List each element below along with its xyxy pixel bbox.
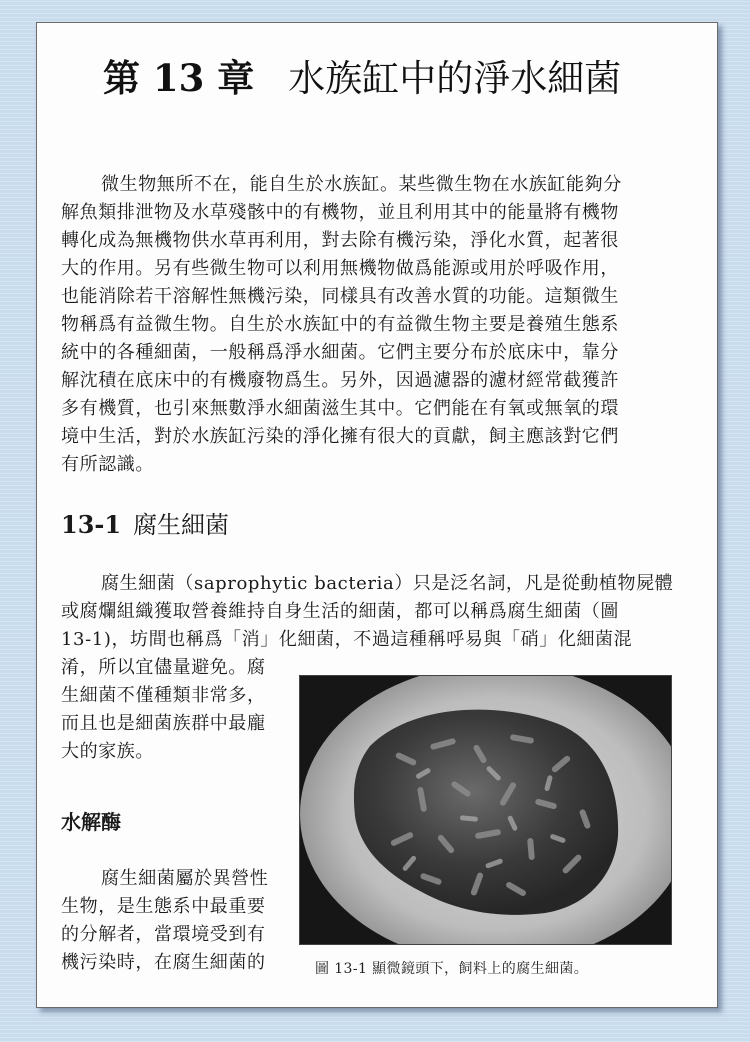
section-name: 腐生細菌 <box>133 511 230 539</box>
text-line: 解魚類排泄物及水草殘骸中的有機物，並且利用其中的能量將有機物 <box>61 202 619 223</box>
section-heading <box>61 509 229 541</box>
text-line: 大的家族。 <box>61 741 154 762</box>
text-line: 多有機質，也引來無數淨水細菌滋生其中。它們能在有氧或無氧的環 <box>61 398 619 419</box>
section-number: 13-1 <box>61 510 122 539</box>
subheading: 水解酶 <box>61 810 121 834</box>
text-line: 生細菌不僅種類非常多， <box>61 685 266 706</box>
text-line: 物稱爲有益微生物。自生於水族缸中的有益微生物主要是養殖生態系 <box>61 314 619 335</box>
text-line: 統中的各種細菌，一般稱爲淨水細菌。它們主要分布於底床中，靠分 <box>61 342 619 363</box>
text-line: 腐生細菌（saprophytic bacteria）只是泛名詞，凡是從動植物屍體 <box>101 573 674 594</box>
text-line: 微生物無所不在，能自生於水族缸。某些微生物在水族缸能夠分 <box>101 174 622 195</box>
text-line: 腐生細菌屬於異營性 <box>101 868 269 889</box>
microscope-photo <box>299 675 672 945</box>
figure-caption: 圖 13-1 顯微鏡頭下，飼料上的腐生細菌。 <box>315 961 589 977</box>
chapter-title <box>103 53 683 104</box>
text-line: 大的作用。另有些微生物可以利用無機物做爲能源或用於呼吸作用， <box>61 258 619 279</box>
text-line: 13-1)，坊間也稱爲「消」化細菌，不過這種稱呼易與「硝」化細菌混 <box>61 629 633 650</box>
text-line: 機污染時，在腐生細菌的 <box>61 952 266 973</box>
text-line: 解沈積在底床中的有機廢物爲生。另外，因過濾器的濾材經常截獲許 <box>61 370 619 391</box>
text-line: 有所認識。 <box>61 454 154 475</box>
text-line: 生物，是生態系中最重要 <box>61 896 266 917</box>
text-line: 境中生活，對於水族缸污染的淨化擁有很大的貢獻，飼主應該對它們 <box>61 426 619 447</box>
text-line: 淆，所以宜儘量避免。腐 <box>61 657 266 678</box>
chapter-number: 第 13 章 <box>103 56 255 100</box>
text-line: 轉化成為無機物供水草再利用，對去除有機污染，淨化水質，起著很 <box>61 230 619 251</box>
book-page <box>36 22 718 1008</box>
text-line: 而且也是細菌族群中最龐 <box>61 713 266 734</box>
text-line: 的分解者，當環境受到有 <box>61 924 266 945</box>
chapter-name: 水族缸中的淨水細菌 <box>288 57 622 100</box>
microscope-image <box>300 676 671 944</box>
text-line: 或腐爛組織獲取營養維持自身生活的細菌，都可以稱爲腐生細菌（圖 <box>61 601 619 622</box>
text-line: 也能消除若干溶解性無機污染，同樣具有改善水質的功能。這類微生 <box>61 286 619 307</box>
